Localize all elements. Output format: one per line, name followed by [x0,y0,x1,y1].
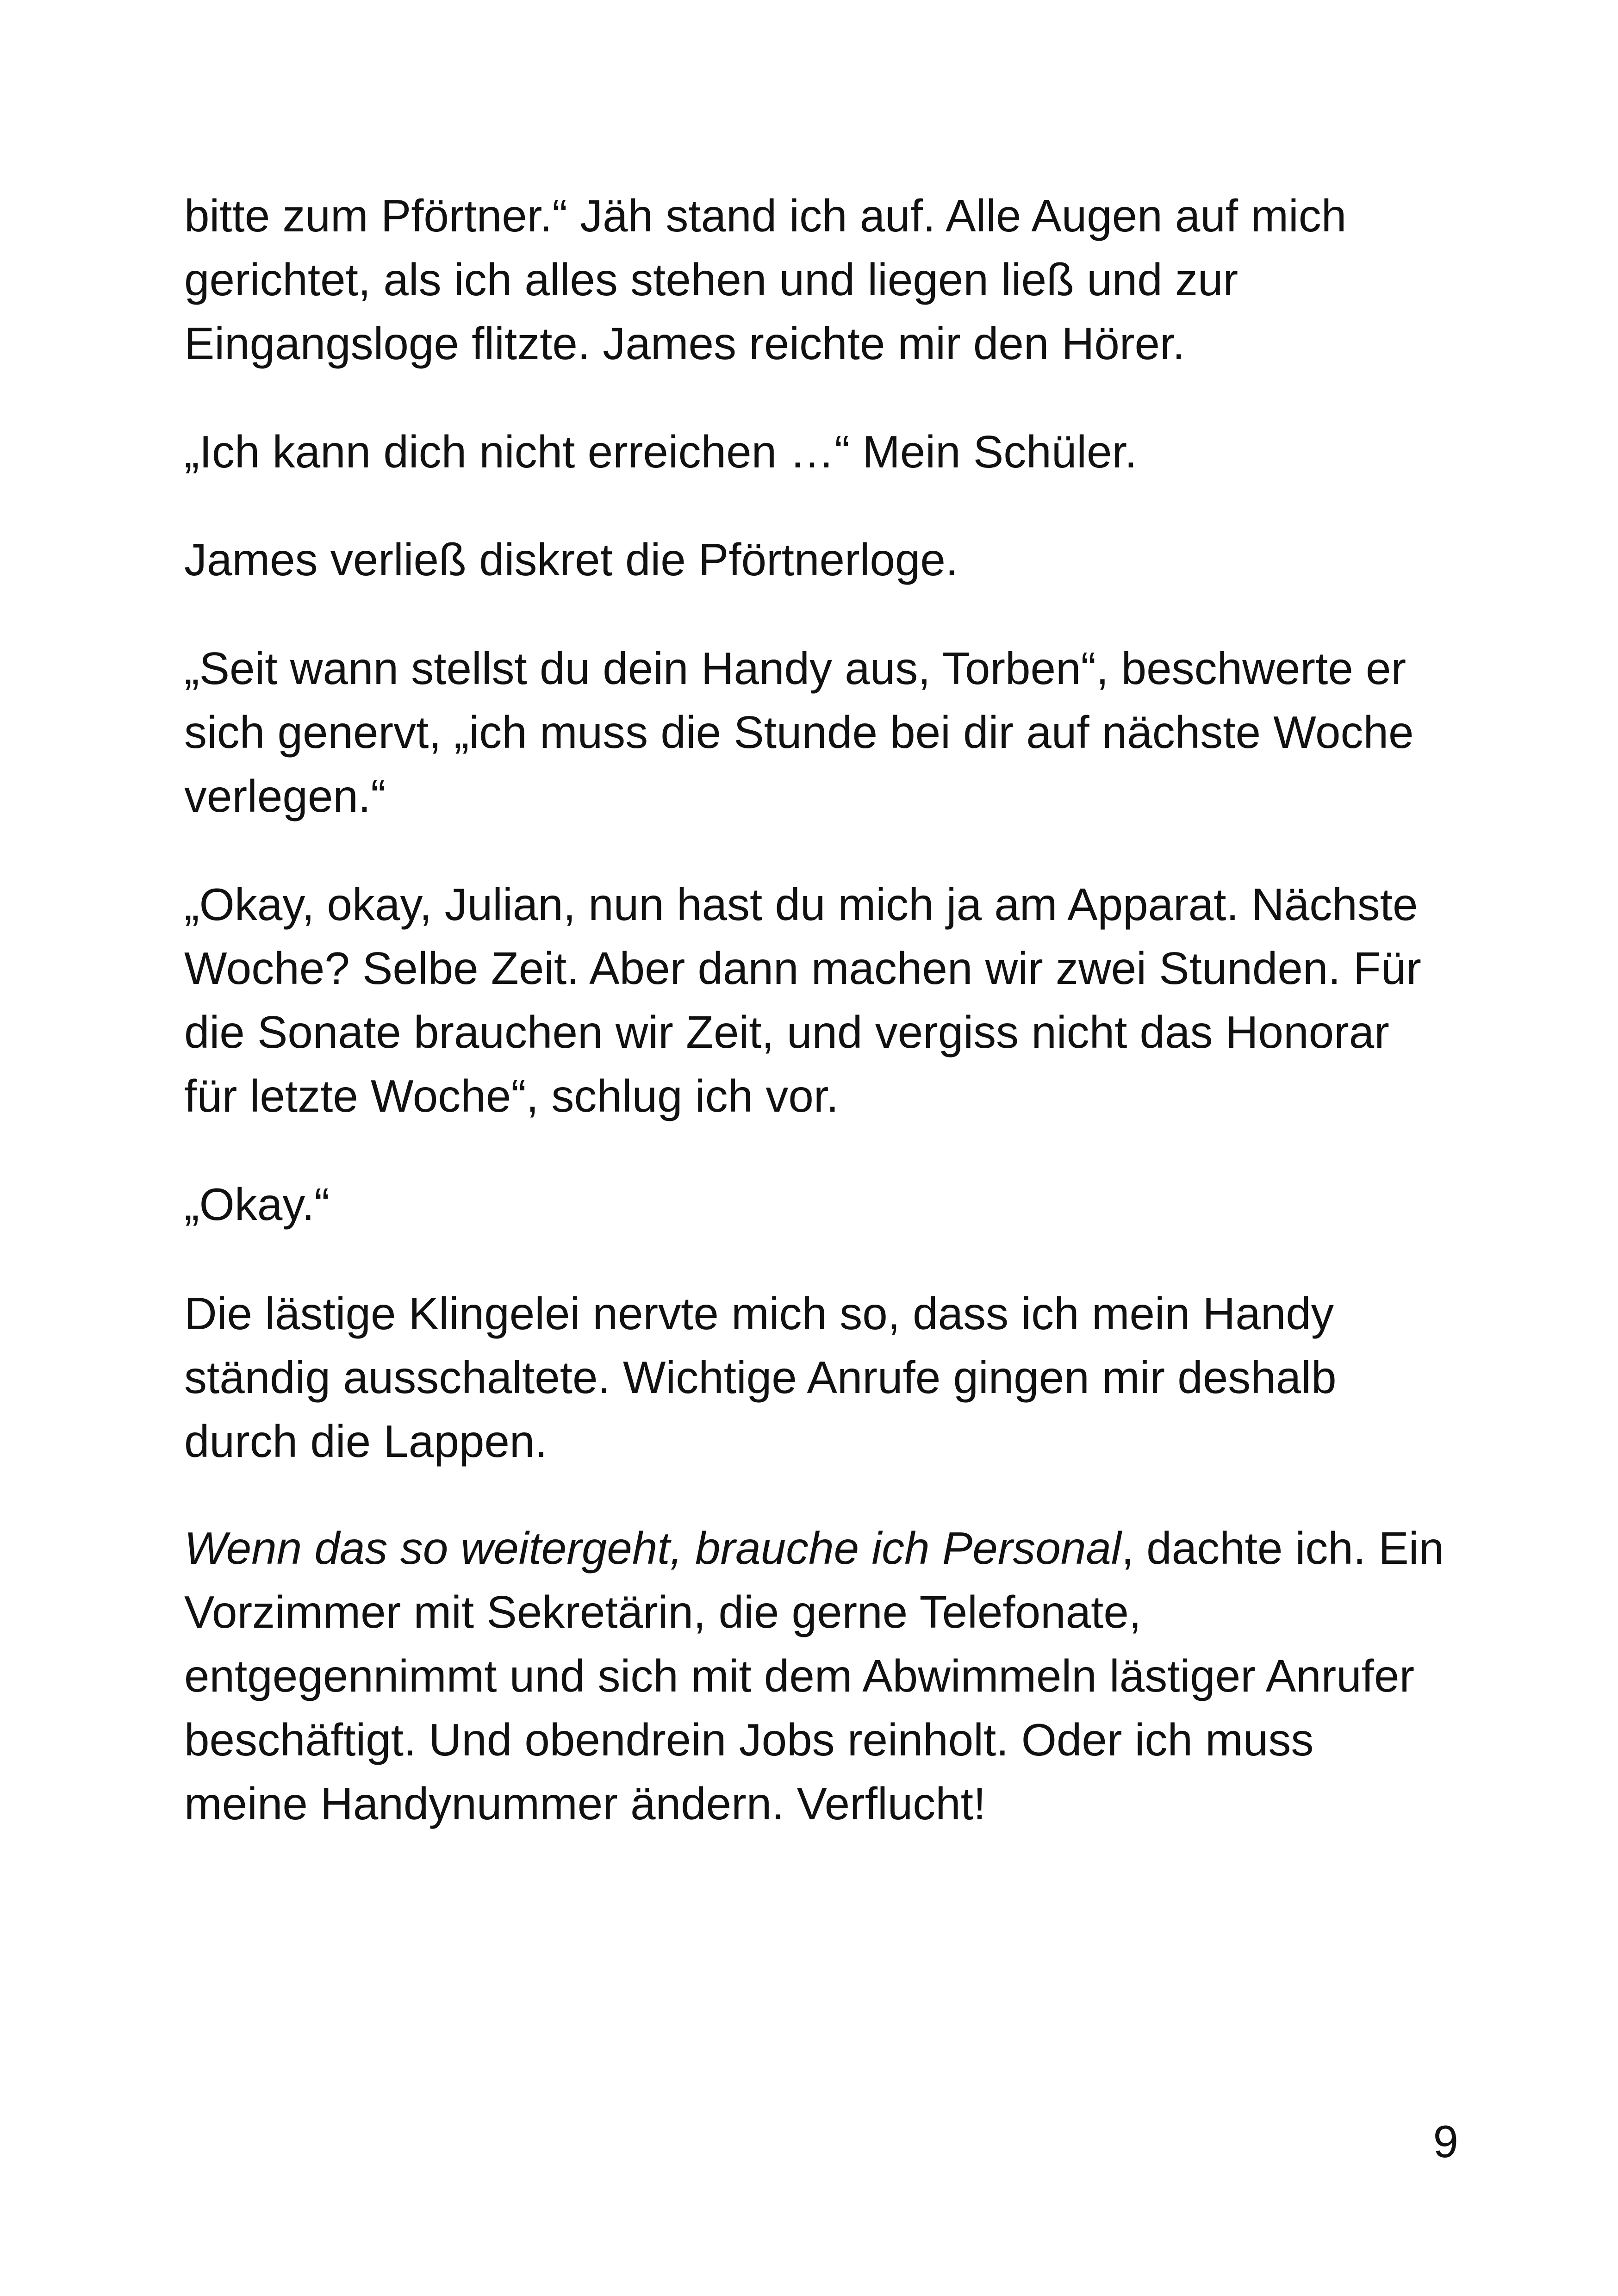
text-line: entgegennimmt und sich mit dem Abwimmeln lästiger Anrufer [184,1650,1415,1701]
text-line: „Seit wann stellst du dein Handy aus, Torben“, beschwerte er [184,643,1406,694]
paragraph-1 [184,184,1480,375]
text-line: meine Handynummer ändern. Verflucht! [184,1778,986,1829]
text-line: „Okay.“ [184,1179,330,1230]
text-line: „Okay, okay, Julian, nun hast du mich ja am Apparat. Nächste [184,879,1418,930]
text-line: Woche? Selbe Zeit. Aber dann machen wir zwei Stunden. Für [184,943,1421,994]
paragraph-8 [184,1516,1480,1836]
text-line: sich genervt, „ich muss die Stunde bei dir auf nächste Woche [184,707,1414,758]
text-line: verlegen.“ [184,771,386,821]
paragraph-2 [184,420,1480,484]
paragraph-7 [184,1282,1480,1473]
text-line: für letzte Woche“, schlug ich vor. [184,1070,839,1121]
text-line: Die lästige Klingelei nervte mich so, dass ich mein Handy [184,1288,1334,1339]
text-line: ständig ausschaltete. Wichtige Anrufe gingen mir deshalb [184,1352,1337,1403]
text-line: bitte zum Pförtner.“ Jäh stand ich auf. Alle Augen auf mich [184,190,1347,241]
text-line: durch die Lappen. [184,1416,548,1467]
italic-thought: Wenn das so weitergeht, brauche ich Personal [184,1523,1121,1574]
text-fragment: , dachte ich. Ein [1121,1523,1444,1574]
text-line: „Ich kann dich nicht erreichen …“ Mein Schüler. [184,426,1137,477]
paragraph-3 [184,528,1480,591]
text-line: Eingangsloge flitzte. James reichte mir den Hörer. [184,318,1185,369]
text-line: beschäftigt. Und obendrein Jobs reinholt. Oder ich muss [184,1714,1314,1765]
text-line: Vorzimmer mit Sekretärin, die gerne Telefonate, [184,1587,1142,1637]
text-line: James verließ diskret die Pförtnerloge. [184,534,958,585]
text-line [184,1516,1480,1580]
paragraph-5 [184,872,1480,1128]
paragraph-6 [184,1172,1480,1236]
page-number: 9 [1433,2116,1458,2167]
paragraph-4 [184,636,1480,828]
text-line: die Sonate brauchen wir Zeit, und vergiss nicht das Honorar [184,1007,1389,1058]
text-line: gerichtet, als ich alles stehen und liegen ließ und zur [184,254,1238,305]
